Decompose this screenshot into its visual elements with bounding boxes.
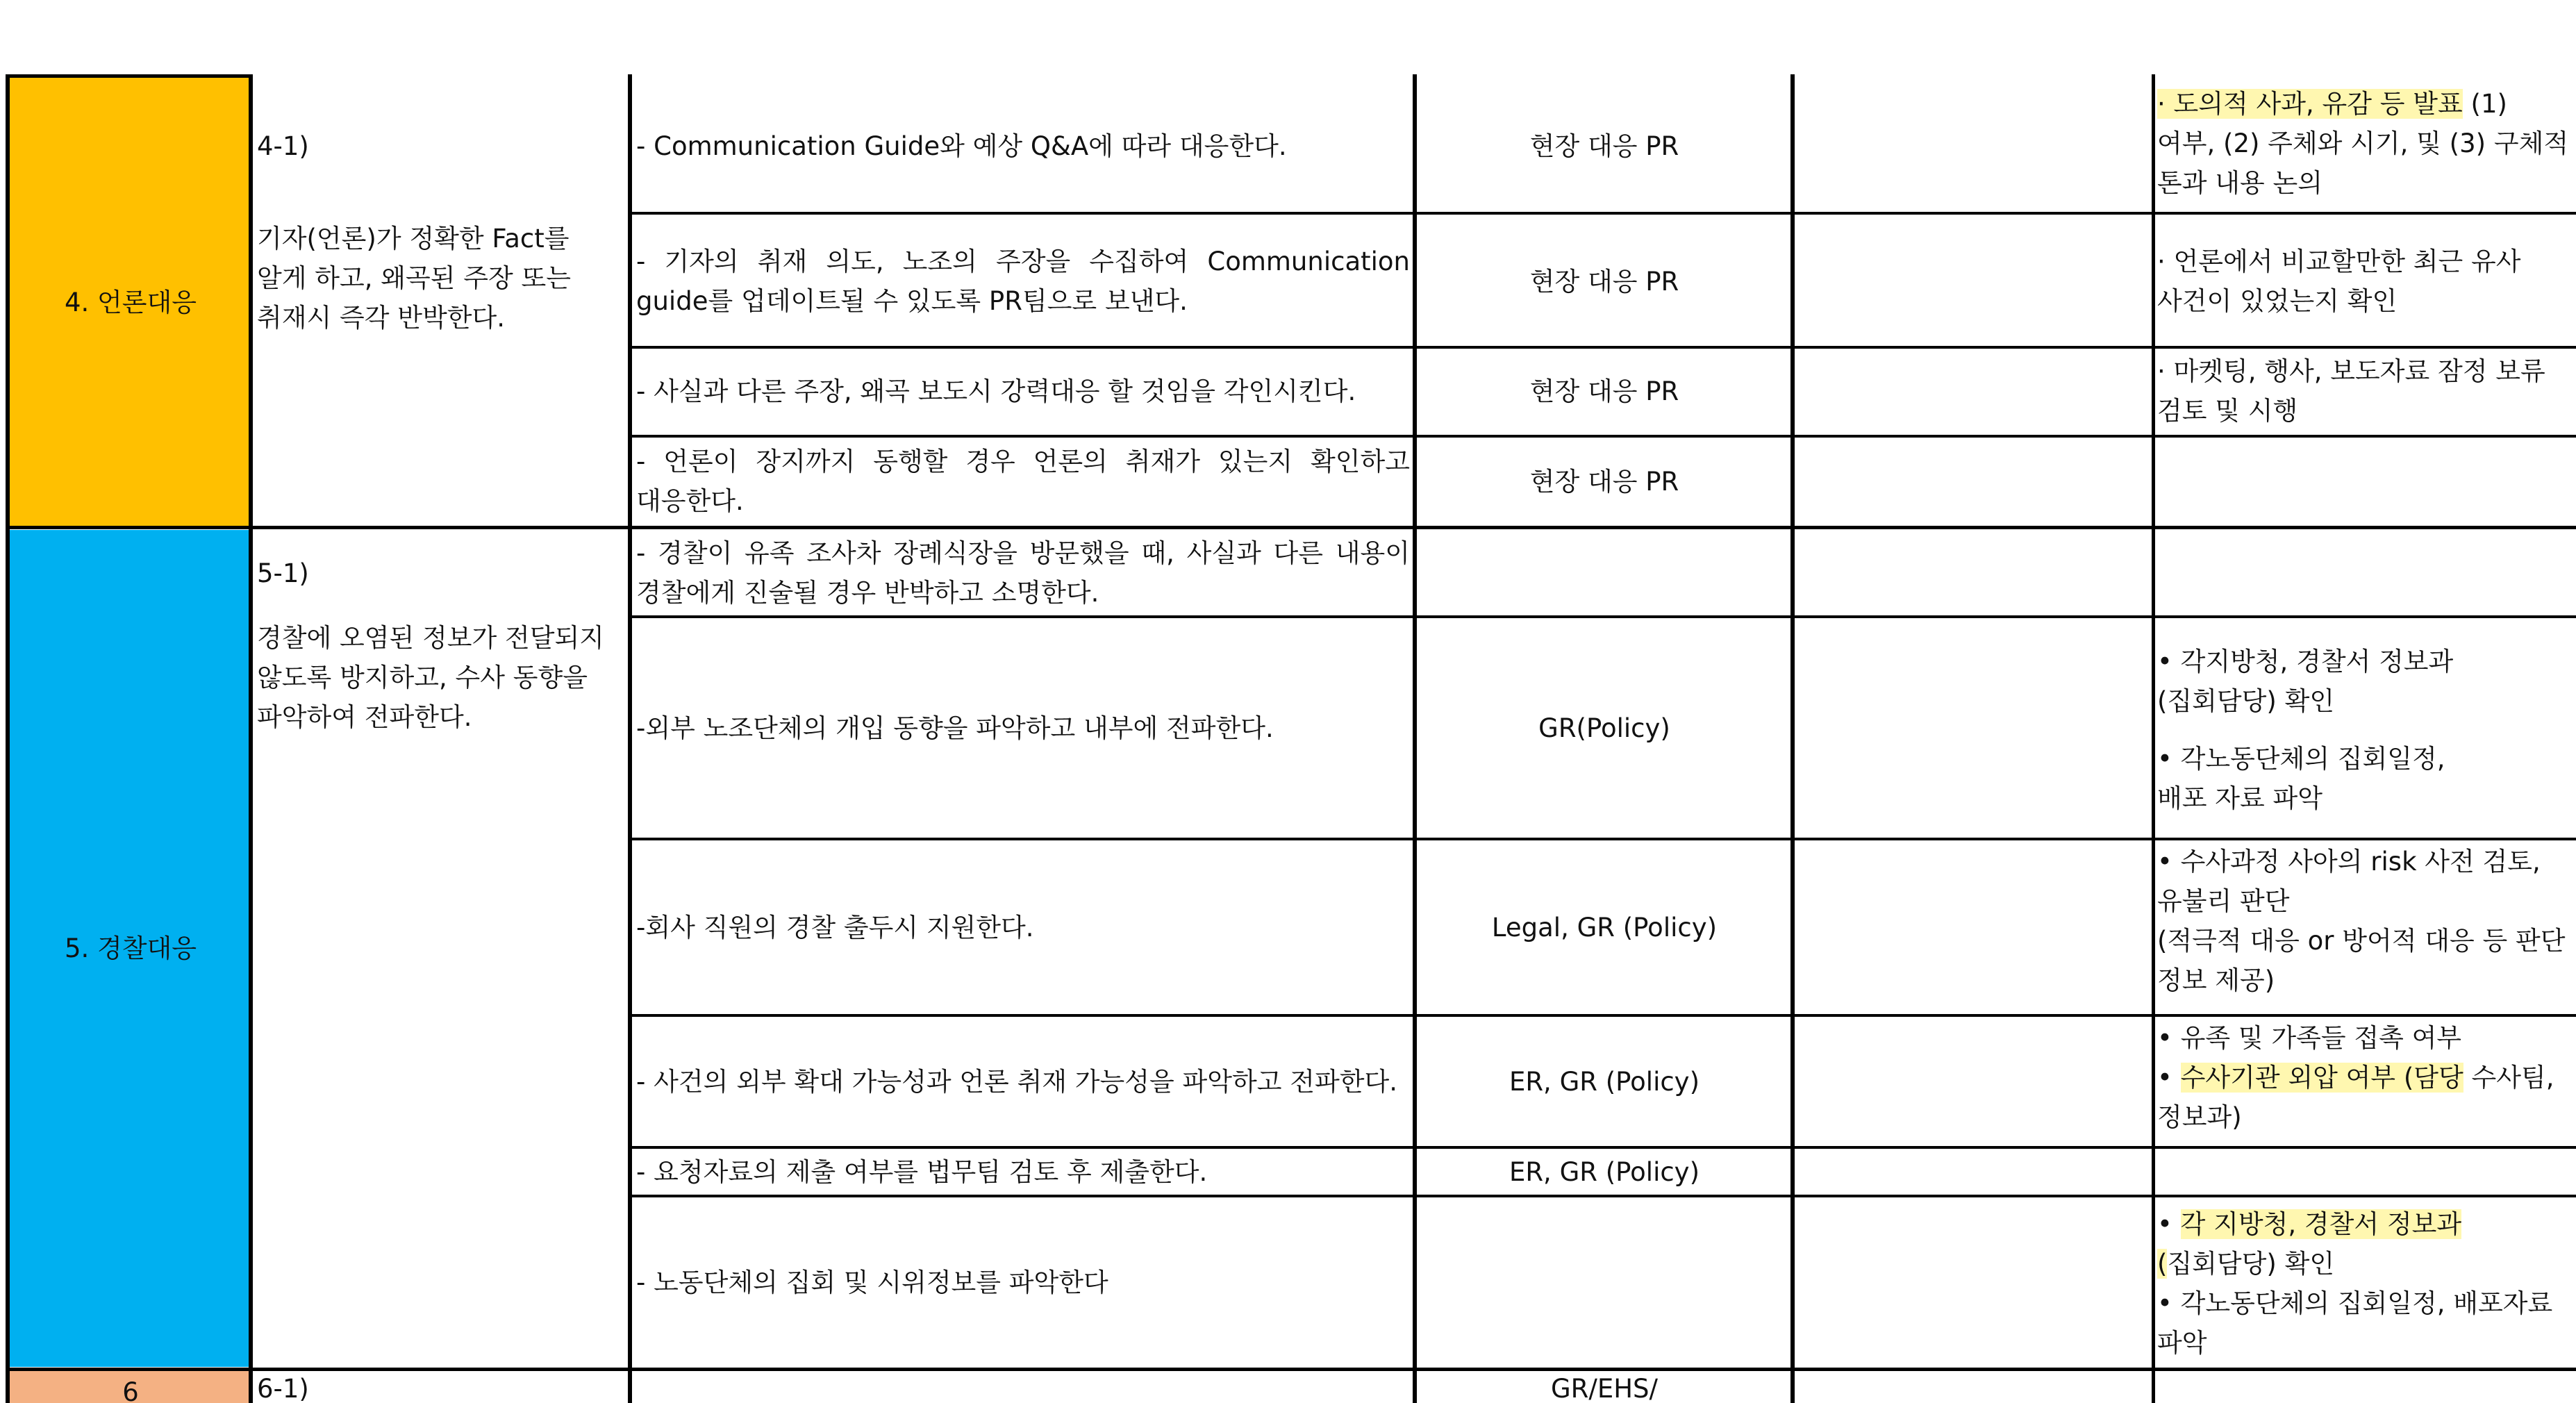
section-5-action-1: - 경찰이 유족 조사차 장례식장을 방문했을 때, 사실과 다른 내용이 경찰에게 진술될 경우 반박하고 소명한다. [636, 538, 1410, 608]
grid-line [2152, 74, 2155, 1403]
grid-line [628, 1014, 2576, 1017]
note-line [2157, 1204, 2572, 1284]
note-text: (1) 여부, (2) 주체와 시기, 및 (3) 구체적 톤과 내용 논의 [2157, 89, 2569, 198]
section-4-note-3: · 마켓팅, 행사, 보도자료 잠정 보류 검토 및 시행 [2157, 356, 2545, 426]
section-4-goal: 기자(언론)가 정확한 Fact를 알게 하고, 왜곡된 주장 또는 취재시 즉각 반박한다. [257, 224, 571, 333]
section-5-note-6 [2153, 1197, 2576, 1367]
grid-line [628, 74, 632, 1403]
note-line: • 각지방청, 경찰서 정보과(집회담당) 확인 [2157, 647, 2454, 716]
grid-line [6, 74, 10, 1403]
section-4-code: 4-1) [257, 131, 309, 161]
note-line [2157, 1058, 2572, 1137]
note-text: 집회담당) 확인 [2167, 1249, 2335, 1279]
grid-line [628, 435, 2576, 438]
grid-line [628, 346, 2576, 349]
section-5-action-5: - 요청자료의 제출 여부를 법무팀 검토 후 제출한다. [636, 1156, 1208, 1187]
section-4-owner-1: 현장 대응 PR [1529, 131, 1679, 161]
section-5-action-2: -외부 노조단체의 개입 동향을 파악하고 내부에 전파한다. [636, 713, 1274, 743]
grid-line [628, 212, 2576, 215]
section-6-label: 6 [10, 1371, 251, 1403]
section-5-action-3: -회사 직원의 경찰 출두시 지원한다. [636, 912, 1034, 943]
section-5-note-3 [2153, 840, 2576, 1014]
section-5-action-6: - 노동단체의 집회 및 시위정보를 파악한다 [636, 1267, 1108, 1297]
section-5-owner-4: ER, GR (Policy) [1509, 1066, 1700, 1097]
section-4-action-4: - 언론이 장지까지 동행할 경우 언론의 취재가 있는지 확인하고 대응한다. [636, 447, 1410, 516]
section-4-note-2: · 언론에서 비교할만한 최근 유사 사건이 있었는지 확인 [2157, 247, 2521, 316]
section-6-owner: GR/EHS/ [1551, 1374, 1658, 1403]
section-5-action-4: - 사건의 외부 확대 가능성과 언론 취재 가능성을 파악하고 전파한다. [636, 1066, 1397, 1097]
section-5-owner-2: GR(Policy) [1538, 713, 1670, 743]
section-4-owner-2: 현장 대응 PR [1529, 266, 1679, 297]
section-4-action-2: - 기자의 취재 의도, 노조의 주장을 수집하여 Communication guide를 업데이트될 수 있도록 PR팀으로 보낸다. [636, 247, 1410, 316]
note-line: (적극적 대응 or 방어적 대응 등 판단 정보 제공) [2157, 926, 2566, 995]
bullet: • [2157, 1288, 2181, 1318]
note-text: 각노동단체의 집회일정, 배포자료 파악 [2157, 1288, 2553, 1358]
bullet: • [2157, 1209, 2181, 1239]
section-5-label: 5. 경찰대응 [10, 530, 251, 1367]
section-4-owner-3: 현장 대응 PR [1529, 376, 1679, 406]
grid-line [628, 615, 2576, 618]
grid-line [1413, 74, 1417, 1403]
section-4-label: 4. 언론대응 [10, 77, 251, 528]
grid-line [6, 74, 253, 78]
note-line: • 수사과정 사아의 risk 사전 검토, 유불리 판단 [2157, 847, 2541, 916]
grid-line [249, 74, 253, 1403]
section-4-action-3: - 사실과 다른 주장, 왜곡 보도시 강력대응 할 것임을 각인시킨다. [636, 376, 1356, 406]
section-4-owner-4: 현장 대응 PR [1529, 466, 1679, 497]
highlighted-text: 수사기관 외압 여부 (담당 [2180, 1063, 2463, 1093]
section-5-note-2 [2153, 618, 2576, 838]
highlighted-text: · 도의적 사과, 유감 등 발표 [2157, 89, 2463, 119]
section-5-code: 5-1) [257, 558, 309, 588]
section-5-owner-3: Legal, GR (Policy) [1491, 912, 1718, 943]
grid-line [628, 1195, 2576, 1197]
bullet: • [2157, 1063, 2181, 1093]
section-4-note-1 [2153, 80, 2576, 212]
section-5-note-4 [2153, 1017, 2576, 1146]
highlighted-text: 각 지방청, 경찰서 정보과( [2157, 1209, 2462, 1279]
note-line: • 유족 및 가족들 접촉 여부 [2157, 1023, 2462, 1053]
note-text: 수사팀, 정보과) [2157, 1063, 2554, 1132]
section-6-code: 6-1) [257, 1374, 309, 1403]
grid-line [1790, 74, 1795, 1403]
grid-line [628, 838, 2576, 840]
note-line: 배포 자료 파악 [2157, 783, 2322, 813]
section-4-action-1: - Communication Guide와 예상 Q&A에 따라 대응한다. [636, 131, 1287, 161]
grid-line [6, 526, 2576, 529]
note-line: • 각노동단체의 집회일정, [2157, 744, 2445, 774]
note-line [2157, 1284, 2572, 1363]
grid-line [628, 1146, 2576, 1149]
section-5-goal: 경찰에 오염된 정보가 전달되지 않도록 방지하고, 수사 동향을 파악하여 전파한다. [257, 623, 604, 732]
grid-line [6, 1368, 2576, 1371]
section-5-owner-5: ER, GR (Policy) [1509, 1156, 1700, 1187]
